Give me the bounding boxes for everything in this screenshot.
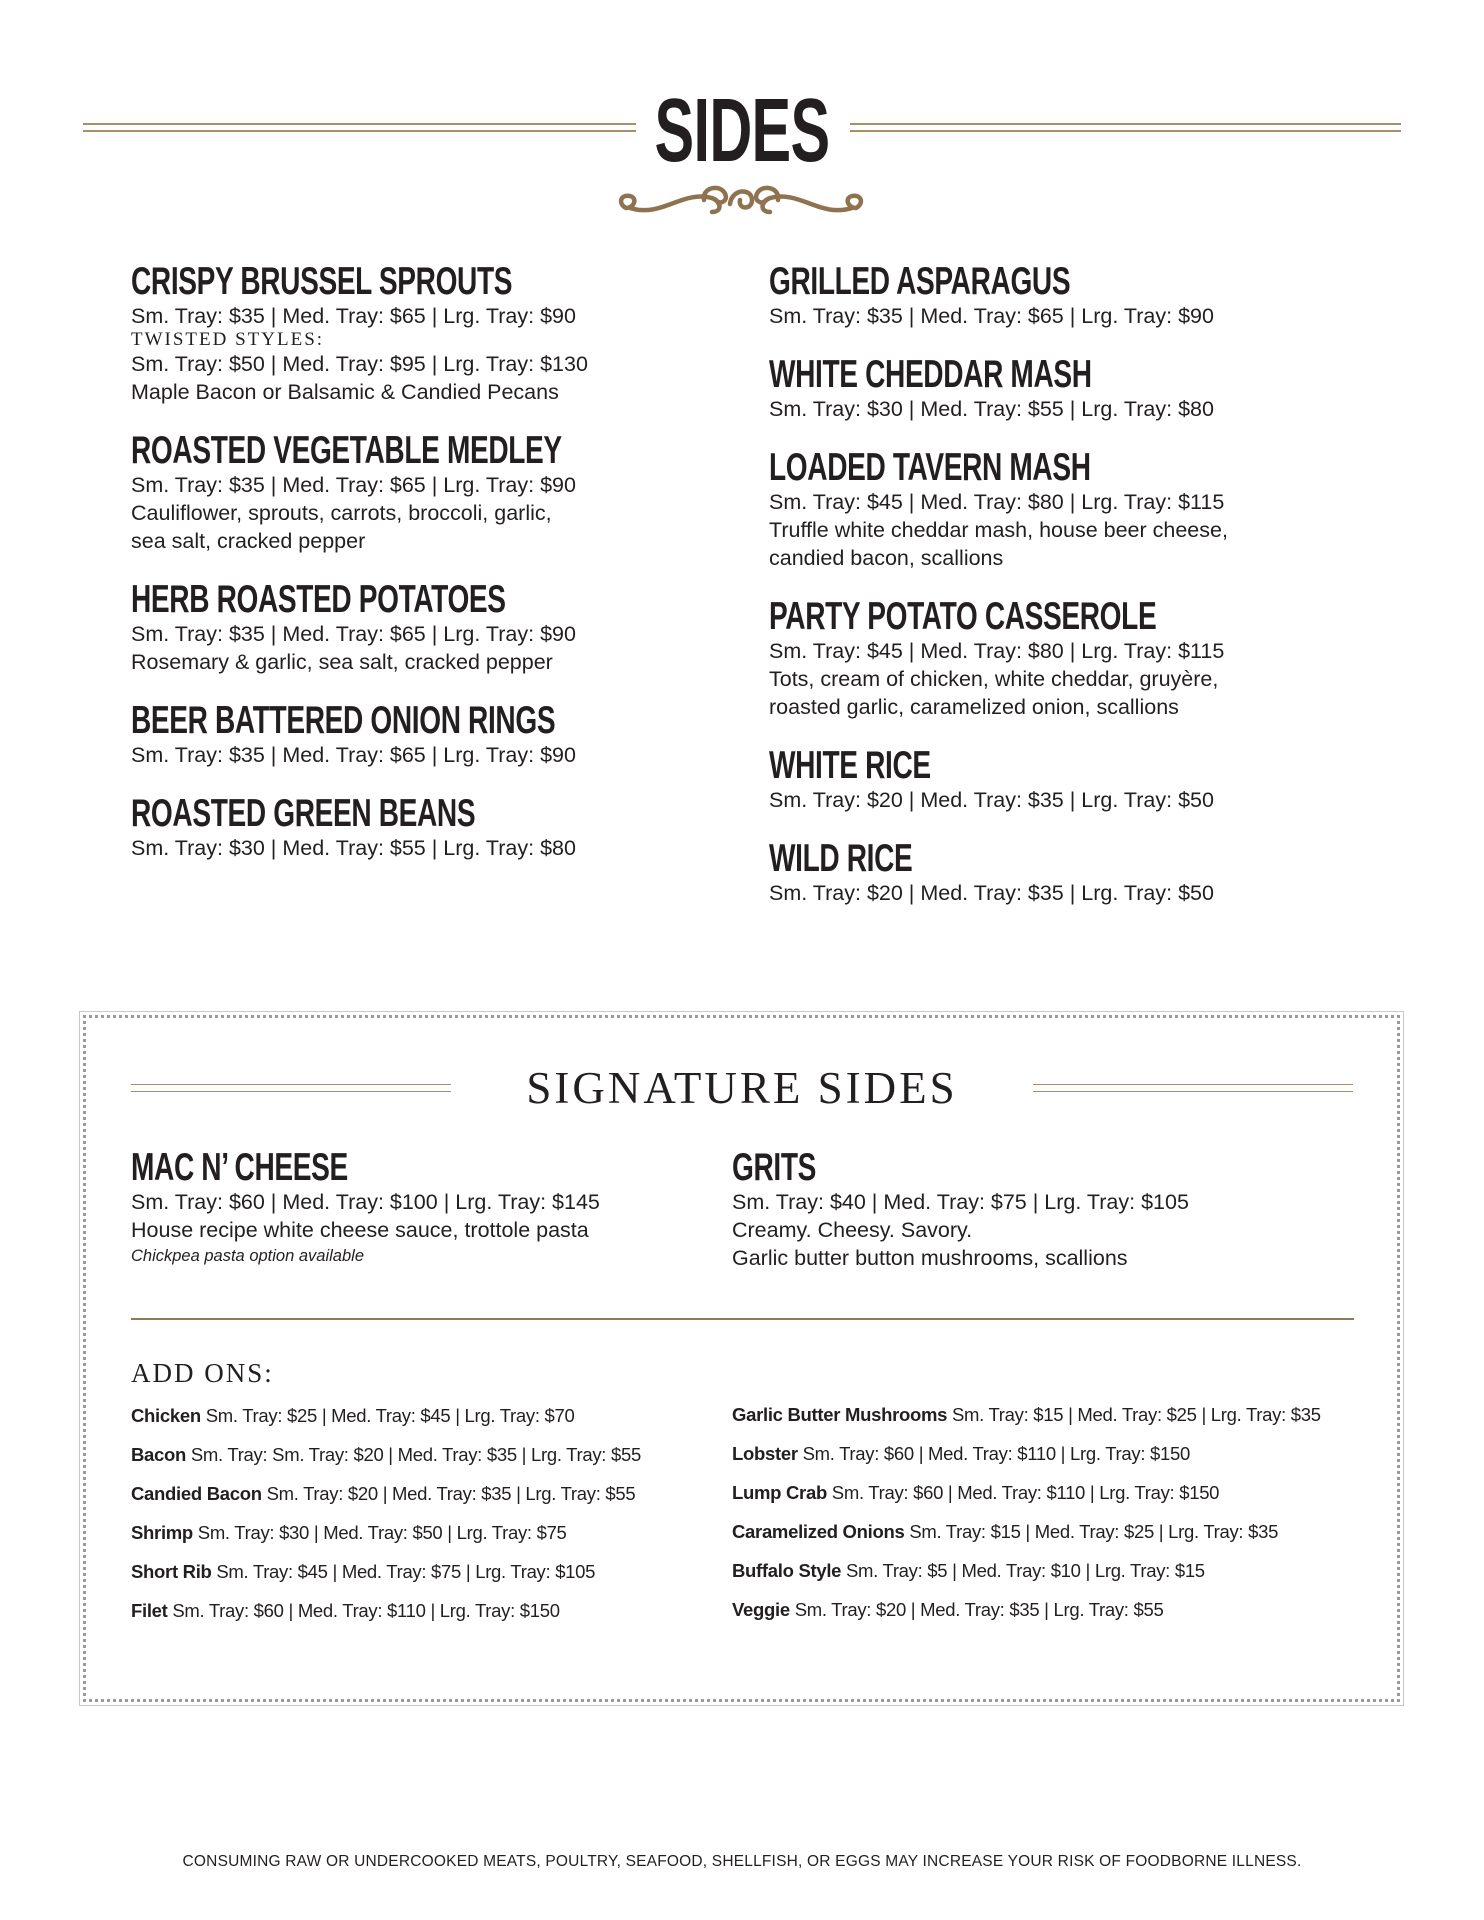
addon-item — [732, 1481, 1362, 1520]
addon-price: Sm. Tray: $60 | Med. Tray: $110 | Lrg. Tray: $150 — [831, 1482, 1220, 1503]
addon-name: Veggie — [732, 1599, 790, 1620]
item-price: Sm. Tray: $20 | Med. Tray: $35 | Lrg. Tray: $50 — [769, 881, 1214, 905]
item-price: Sm. Tray: $40 | Med. Tray: $75 | Lrg. Tray: $105 — [732, 1190, 1189, 1214]
item-desc: roasted garlic, caramelized onion, scallions — [769, 695, 1179, 719]
item-name: HERB ROASTED POTATOES — [131, 578, 506, 621]
item-name: GRITS — [732, 1146, 817, 1189]
addon-price: Sm. Tray: $60 | Med. Tray: $110 | Lrg. Tray: $150 — [802, 1443, 1190, 1464]
addon-name: Shrimp — [131, 1522, 193, 1543]
addon-name: Lobster — [732, 1443, 798, 1464]
addon-item — [732, 1520, 1362, 1559]
divider — [131, 1318, 1354, 1320]
item-name: ROASTED VEGETABLE MEDLEY — [131, 429, 562, 472]
addon-price: Sm. Tray: $15 | Med. Tray: $25 | Lrg. Tray: $35 — [909, 1521, 1279, 1542]
item-name: GRILLED ASPARAGUS — [769, 260, 1071, 303]
addon-price: Sm. Tray: $20 | Med. Tray: $35 | Lrg. Tray: $55 — [266, 1483, 636, 1504]
item-desc: Truffle white cheddar mash, house beer cheese, — [769, 518, 1228, 542]
item-name: LOADED TAVERN MASH — [769, 446, 1091, 489]
addon-item — [131, 1521, 721, 1560]
item-desc: candied bacon, scallions — [769, 546, 1004, 570]
item-name: WHITE CHEDDAR MASH — [769, 353, 1092, 396]
item-name: BEER BATTERED ONION RINGS — [131, 699, 556, 742]
menu-item — [769, 355, 1389, 423]
addon-name: Candied Bacon — [131, 1483, 262, 1504]
addon-name: Chicken — [131, 1405, 201, 1426]
addon-name: Caramelized Onions — [732, 1521, 905, 1542]
item-price: Sm. Tray: $30 | Med. Tray: $55 | Lrg. Tray: $80 — [131, 836, 576, 860]
twisted-desc: Maple Bacon or Balsamic & Candied Pecans — [131, 380, 559, 404]
item-price: Sm. Tray: $45 | Med. Tray: $80 | Lrg. Tray: $115 — [769, 639, 1225, 663]
addon-name: Buffalo Style — [732, 1560, 842, 1581]
item-desc: Cauliflower, sprouts, carrots, broccoli, garlic, — [131, 501, 552, 525]
addon-name: Lump Crab — [732, 1482, 827, 1503]
addon-price: Sm. Tray: $60 | Med. Tray: $110 | Lrg. Tray: $150 — [172, 1600, 560, 1621]
addon-price: Sm. Tray: $20 | Med. Tray: $35 | Lrg. Tray: $55 — [794, 1599, 1164, 1620]
mac-n-cheese — [131, 1148, 691, 1268]
item-price: Sm. Tray: $35 | Med. Tray: $65 | Lrg. Tray: $90 — [769, 304, 1214, 328]
addon-item — [131, 1443, 721, 1482]
sides-left-column — [131, 262, 691, 887]
item-name: MAC N’ CHEESE — [131, 1146, 348, 1189]
addon-name: Garlic Butter Mushrooms — [732, 1404, 948, 1425]
item-desc: House recipe white cheese sauce, trottole pasta — [131, 1218, 589, 1242]
item-price: Sm. Tray: $35 | Med. Tray: $65 | Lrg. Tray: $90 — [131, 743, 576, 767]
menu-item — [131, 262, 691, 406]
addon-item — [131, 1599, 721, 1638]
item-desc: Garlic butter button mushrooms, scallions — [732, 1246, 1128, 1270]
twisted-styles-label: TWISTED STYLES: — [131, 329, 325, 350]
item-price: Sm. Tray: $45 | Med. Tray: $80 | Lrg. Tray: $115 — [769, 490, 1225, 514]
item-desc: Rosemary & garlic, sea salt, cracked pepper — [131, 650, 553, 674]
addon-price: Sm. Tray: $25 | Med. Tray: $45 | Lrg. Tray: $70 — [205, 1405, 575, 1426]
item-name: WILD RICE — [769, 837, 913, 880]
item-name: WHITE RICE — [769, 744, 931, 787]
addons-right-list — [732, 1403, 1362, 1637]
menu-item — [131, 580, 691, 676]
sides-right-column — [769, 262, 1389, 932]
item-price: Sm. Tray: $30 | Med. Tray: $55 | Lrg. Tray: $80 — [769, 397, 1214, 421]
addon-item — [732, 1559, 1362, 1598]
menu-item — [131, 431, 691, 555]
item-name: CRISPY BRUSSEL SPROUTS — [131, 260, 513, 303]
flourish-ornament-icon — [612, 178, 874, 224]
menu-item — [769, 597, 1389, 721]
addon-price: Sm. Tray: Sm. Tray: $20 | Med. Tray: $35 | Lrg. Tray: $55 — [190, 1444, 641, 1465]
addon-price: Sm. Tray: $30 | Med. Tray: $50 | Lrg. Tray: $75 — [197, 1522, 567, 1543]
menu-item — [769, 448, 1389, 572]
addon-item — [732, 1598, 1362, 1637]
footer-disclaimer: CONSUMING RAW OR UNDERCOOKED MEATS, POULTRY, SEAFOOD, SHELLFISH, OR EGGS MAY INCREASE YOUR RISK OF FOODBORNE ILLNESS. — [182, 1853, 1302, 1870]
item-name: ROASTED GREEN BEANS — [131, 792, 476, 835]
addon-name: Short Rib — [131, 1561, 212, 1582]
item-desc: Creamy. Cheesy. Savory. — [732, 1218, 973, 1242]
item-price: Sm. Tray: $35 | Med. Tray: $65 | Lrg. Tray: $90 — [131, 304, 576, 328]
menu-item — [131, 701, 691, 769]
addon-price: Sm. Tray: $5 | Med. Tray: $10 | Lrg. Tray: $15 — [846, 1560, 1205, 1581]
addon-item — [732, 1403, 1362, 1442]
addon-item — [131, 1482, 721, 1521]
menu-item — [769, 746, 1389, 814]
addons-label: ADD ONS: — [131, 1358, 274, 1388]
addon-name: Bacon — [131, 1444, 187, 1465]
addons-left-list — [131, 1404, 721, 1638]
item-desc: Tots, cream of chicken, white cheddar, gruyère, — [769, 667, 1219, 691]
item-price: Sm. Tray: $35 | Med. Tray: $65 | Lrg. Tray: $90 — [131, 622, 576, 646]
addon-item — [131, 1404, 721, 1443]
item-price: Sm. Tray: $60 | Med. Tray: $100 | Lrg. Tray: $145 — [131, 1190, 600, 1214]
item-name: PARTY POTATO CASSEROLE — [769, 595, 1157, 638]
item-desc: sea salt, cracked pepper — [131, 529, 366, 553]
menu-item — [769, 262, 1389, 330]
page-title: SIDES — [654, 81, 830, 181]
item-price: Sm. Tray: $35 | Med. Tray: $65 | Lrg. Tray: $90 — [131, 473, 576, 497]
item-note: Chickpea pasta option available — [131, 1247, 364, 1265]
addon-price: Sm. Tray: $45 | Med. Tray: $75 | Lrg. Tray: $105 — [216, 1561, 596, 1582]
twisted-price: Sm. Tray: $50 | Med. Tray: $95 | Lrg. Tray: $130 — [131, 352, 588, 376]
addon-price: Sm. Tray: $15 | Med. Tray: $25 | Lrg. Tray: $35 — [951, 1404, 1321, 1425]
addon-name: Filet — [131, 1600, 168, 1621]
menu-item — [769, 839, 1389, 907]
item-price: Sm. Tray: $20 | Med. Tray: $35 | Lrg. Tray: $50 — [769, 788, 1214, 812]
addon-item — [732, 1442, 1362, 1481]
addon-item — [131, 1560, 721, 1599]
signature-title: SIGNATURE SIDES — [526, 1063, 958, 1113]
grits — [732, 1148, 1332, 1272]
menu-item — [131, 794, 691, 862]
